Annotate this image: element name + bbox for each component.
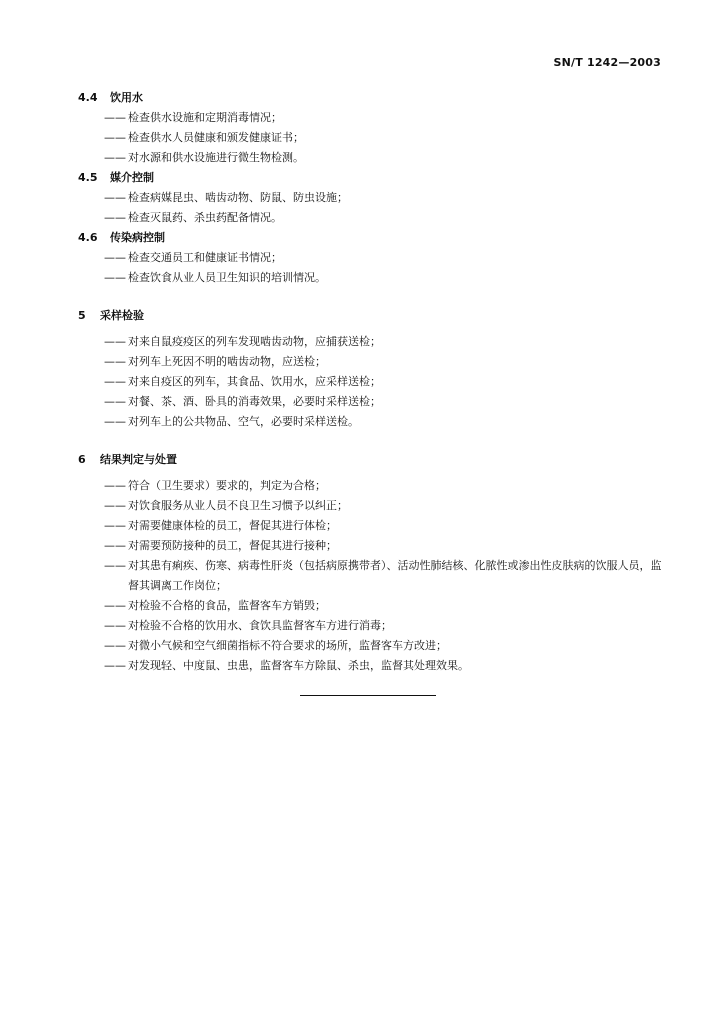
section-title: 传染病控制 — [110, 231, 165, 244]
dash-mark: —— — [104, 479, 126, 492]
dash-mark: —— — [104, 251, 126, 264]
section-number: 6 — [78, 453, 86, 466]
list-item — [78, 148, 668, 168]
list-item-text: 对其患有痢疾、伤寒、病毒性肝炎（包括病原携带者）、活动性肺结核、化脓性或渗出性皮肤病的饮服人员，监督其调离工作岗位； — [128, 559, 662, 592]
list-item — [78, 412, 668, 432]
list-item-text: 对餐、茶、酒、卧具的消毒效果，必要时采样送检； — [128, 395, 381, 408]
section-number: 4.6 — [78, 231, 98, 244]
list-item-text: 检查交通员工和健康证书情况； — [128, 251, 282, 264]
list-item-text: 检查供水设施和定期消毒情况； — [128, 111, 282, 124]
dash-mark: —— — [104, 539, 126, 552]
list-item-text: 对检验不合格的饮用水、食饮具监督客车方进行消毒； — [128, 619, 392, 632]
dash-mark: —— — [104, 335, 126, 348]
dash-mark: —— — [104, 211, 126, 224]
list-item — [78, 392, 668, 412]
document-body — [78, 88, 668, 676]
list-item-text: 对饮食服务从业人员不良卫生习惯予以纠正； — [128, 499, 348, 512]
list-item-text: 检查供水人员健康和颁发健康证书； — [128, 131, 304, 144]
list-item-text: 对需要预防接种的员工，督促其进行接种； — [128, 539, 337, 552]
list-item — [78, 616, 668, 636]
list-item — [78, 556, 668, 596]
list-item — [78, 248, 668, 268]
list-item — [78, 476, 668, 496]
dash-mark: —— — [104, 355, 126, 368]
list-item-text: 对发现轻、中度鼠、虫患，监督客车方除鼠、杀虫，监督其处理效果。 — [128, 659, 469, 672]
list-item-text: 对检验不合格的食品，监督客车方销毁； — [128, 599, 326, 612]
document-number: SN/T 1242—2003 — [553, 56, 661, 69]
list-item — [78, 536, 668, 556]
section-number: 4.4 — [78, 91, 98, 104]
dash-mark: —— — [104, 659, 126, 672]
list-item-text: 符合（卫生要求）要求的，判定为合格； — [128, 479, 326, 492]
dash-mark: —— — [104, 191, 126, 204]
list-item-text: 对需要健康体检的员工，督促其进行体检； — [128, 519, 337, 532]
list-item — [78, 636, 668, 656]
section-number: 4.5 — [78, 171, 98, 184]
list-item — [78, 372, 668, 392]
dash-mark: —— — [104, 559, 126, 572]
section-number: 5 — [78, 309, 86, 322]
section-heading-4-6 — [78, 228, 668, 248]
list-item-text: 对来自鼠疫疫区的列车发现啮齿动物，应捕获送检； — [128, 335, 381, 348]
dash-mark: —— — [104, 395, 126, 408]
dash-mark: —— — [104, 375, 126, 388]
dash-mark: —— — [104, 111, 126, 124]
section-title: 媒介控制 — [110, 171, 154, 184]
dash-mark: —— — [104, 415, 126, 428]
section-heading-4-5 — [78, 168, 668, 188]
dash-mark: —— — [104, 639, 126, 652]
dash-mark: —— — [104, 519, 126, 532]
list-item — [78, 208, 668, 228]
list-item — [78, 332, 668, 352]
list-item — [78, 128, 668, 148]
list-item — [78, 516, 668, 536]
dash-mark: —— — [104, 131, 126, 144]
dash-mark: —— — [104, 271, 126, 284]
end-rule — [300, 695, 436, 696]
list-item — [78, 188, 668, 208]
list-item — [78, 596, 668, 616]
dash-mark: —— — [104, 151, 126, 164]
section-title: 饮用水 — [110, 91, 143, 104]
list-item — [78, 352, 668, 372]
dash-mark: —— — [104, 499, 126, 512]
section-heading-6 — [78, 450, 668, 470]
dash-mark: —— — [104, 599, 126, 612]
section-title: 采样检验 — [100, 309, 144, 322]
list-item — [78, 108, 668, 128]
list-item-text: 对列车上死因不明的啮齿动物，应送检； — [128, 355, 326, 368]
list-item-text: 对水源和供水设施进行微生物检测。 — [128, 151, 304, 164]
list-item-text: 对列车上的公共物品、空气，必要时采样送检。 — [128, 415, 359, 428]
section-title: 结果判定与处置 — [100, 453, 177, 466]
list-item-text: 检查病媒昆虫、啮齿动物、防鼠、防虫设施； — [128, 191, 348, 204]
list-item — [78, 496, 668, 516]
dash-mark: —— — [104, 619, 126, 632]
section-heading-4-4 — [78, 88, 668, 108]
list-item-text: 对来自疫区的列车，其食品、饮用水，应采样送检； — [128, 375, 381, 388]
list-item — [78, 656, 668, 676]
section-heading-5 — [78, 306, 668, 326]
list-item-text: 检查饮食从业人员卫生知识的培训情况。 — [128, 271, 326, 284]
list-item-text: 检查灭鼠药、杀虫药配备情况。 — [128, 211, 282, 224]
list-item — [78, 268, 668, 288]
list-item-text: 对微小气候和空气细菌指标不符合要求的场所，监督客车方改进； — [128, 639, 447, 652]
